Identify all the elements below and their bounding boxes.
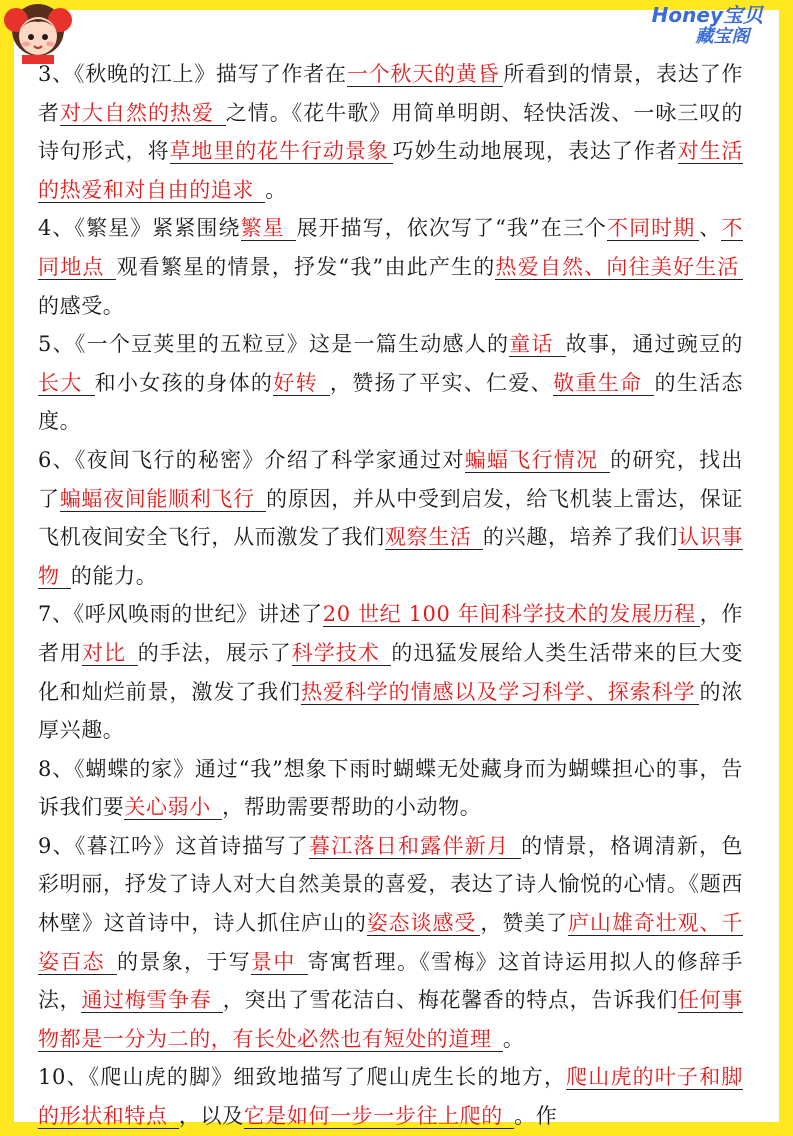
brand-line-2: 藏宝阁	[695, 26, 750, 47]
question-text: ，赞美了	[480, 911, 568, 936]
answer-blank: 20 世纪 100 年间科学技术的发展历程	[323, 602, 700, 627]
answer-blank: 爬山虎的叶子和脚的形状和特点	[38, 1065, 743, 1129]
answer-blank: 蝙蝠夜间能顺利飞行	[60, 487, 266, 512]
answer-blank: 不同时期	[607, 216, 699, 241]
question-paragraph	[38, 441, 743, 595]
question-text: 的景象，于写	[117, 949, 251, 974]
answer-blank: 热爱科学的情感以及学习科学、探索科学	[301, 680, 699, 705]
answer-blank: 暮江落日和露伴新月	[309, 834, 521, 859]
question-text: 7、《呼风唤雨的世纪》讲述了	[38, 602, 323, 627]
question-text: 。作	[514, 1104, 558, 1129]
brand-line-1: Honey宝贝	[651, 3, 763, 27]
answer-blank: 姿态谈感受	[367, 911, 481, 936]
question-text: ，帮助需要帮助的小动物。	[222, 795, 482, 820]
question-text: ，突出了雪花洁白、梅花馨香的特点，告诉我们	[222, 988, 679, 1013]
question-text: 所看到的情景，表达了作者	[38, 62, 743, 125]
question-text: 。	[265, 177, 287, 202]
answer-blank: 认识事物	[38, 525, 743, 588]
question-paragraph	[38, 750, 743, 827]
question-text: 的情景，格调清新，色彩明丽，抒发了诗人对大自然美景的喜爱，表达了诗人愉悦的心情。《题西林壁》这首诗中，诗人抓住庐山的	[38, 833, 743, 936]
question-paragraph	[38, 827, 743, 1059]
question-text: 的手法，展示了	[137, 640, 292, 665]
answer-blank: 观察生活	[385, 525, 483, 550]
question-text: 3、《秋晚的江上》描写了作者在	[38, 62, 347, 86]
question-text: 巧妙生动地展现，表达了作者	[392, 139, 678, 164]
question-paragraph	[38, 209, 743, 325]
question-text: 寄寓哲理。《雪梅》这首诗运用拟人的修辞手法，	[38, 949, 744, 1013]
answer-blank: 庐山雄奇壮观、千姿百态	[38, 911, 743, 974]
question-text: ，作者用	[38, 602, 744, 665]
question-text: 和小女孩的身体的	[94, 370, 274, 395]
question-text: 的浓厚兴趣。	[38, 679, 743, 743]
question-text: 的兴趣，培养了我们	[482, 525, 679, 550]
question-text: 的迅猛发展给人类生活带来的巨大变化和灿烂前景，激发了我们	[38, 640, 744, 704]
answer-blank: 敬重生命	[553, 371, 654, 396]
question-paragraph	[38, 325, 743, 441]
answer-blank: 繁星	[241, 216, 297, 241]
question-text: 故事，通过豌豆的	[565, 332, 743, 357]
question-text: 观看繁星的情景，抒发“我”由此产生的	[116, 254, 496, 279]
answer-blank: 对大自然的热爱	[60, 101, 226, 126]
answer-blank: 景中	[251, 950, 308, 975]
answer-blank: 它是如何一步一步往上爬的	[244, 1104, 514, 1129]
answer-blank: 不同地点	[38, 216, 743, 279]
question-text: 4、《繁星》紧紧围绕	[38, 216, 241, 241]
answer-blank: 好转	[273, 371, 330, 396]
question-text: 6、《夜间飞行的秘密》介绍了科学家通过对	[38, 447, 465, 472]
question-text: 的原因，并从中受到启发，给飞机装上雷达，保证飞机夜间安全飞行，从而激发了我们	[38, 486, 743, 550]
question-text: 5、《一个豆荚里的五粒豆》这是一篇生动感人的	[38, 332, 510, 357]
question-paragraph	[38, 595, 743, 749]
answer-blank: 童话	[509, 332, 565, 357]
answer-blank: 任何事物都是一分为二的，有长处必然也有短处的道理	[38, 988, 743, 1051]
answer-blank: 热爱自然、向往美好生活	[495, 255, 743, 280]
answer-blank: 通过梅雪争春	[81, 988, 222, 1013]
question-paragraph	[38, 1058, 743, 1135]
answer-blank: 草地里的花牛行动景象	[170, 139, 393, 164]
worksheet-content	[38, 55, 743, 1136]
question-text: ，赞扬了平实、仁爱、	[329, 370, 554, 395]
question-text: 9、《暮江吟》这首诗描写了	[38, 833, 310, 858]
question-text: 。	[502, 1026, 525, 1051]
question-text: 、	[699, 216, 722, 241]
question-text: 之情。《花牛歌》用简单明朗、轻快活泼、一咏三叹的诗句形式，将	[38, 100, 743, 164]
question-text: 的感受。	[38, 293, 125, 318]
answer-blank: 长大	[38, 371, 95, 396]
question-text: ，以及	[178, 1104, 244, 1129]
question-text: 展开描写，依次写了“我”在三个	[296, 216, 607, 241]
question-paragraph	[38, 55, 743, 209]
question-text: 8、《蝴蝶的家》通过“我”想象下雨时蝴蝶无处藏身而为蝴蝶担心的事，告诉我们要	[38, 756, 743, 820]
answer-blank: 对生活的热爱和对自由的追求	[38, 139, 743, 202]
question-text: 10、《爬山虎的脚》细致地描写了爬山虎生长的地方，	[38, 1065, 567, 1090]
brand-logo	[652, 4, 763, 48]
question-text: 的研究，找出了	[38, 447, 744, 511]
answer-blank: 蝙蝠飞行情况	[465, 448, 610, 473]
answer-blank: 关心弱小	[124, 795, 222, 820]
question-text: 的生活态度。	[38, 370, 744, 434]
answer-blank: 对比	[82, 641, 138, 666]
question-text: 的能力。	[70, 563, 158, 588]
answer-blank: 一个秋天的黄昏	[347, 62, 504, 87]
answer-blank: 科学技术	[292, 641, 392, 666]
